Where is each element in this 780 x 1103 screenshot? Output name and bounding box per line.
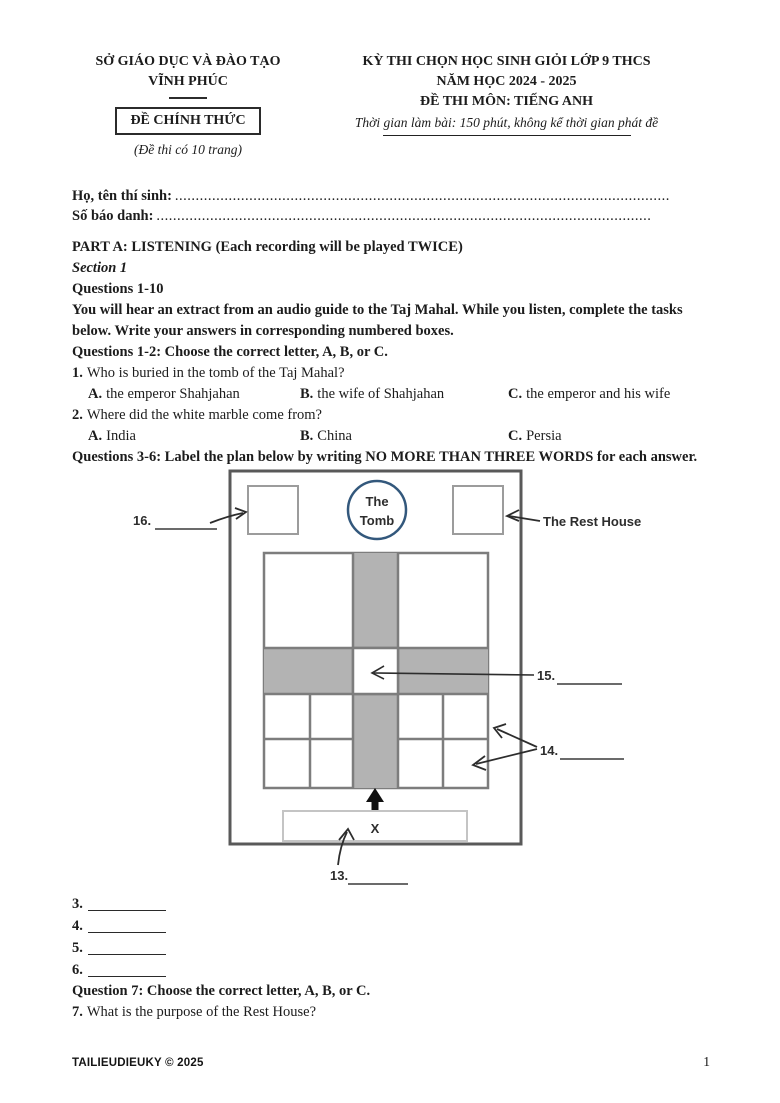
label-15: 15. — [537, 668, 556, 683]
exam-subject: ĐỀ THI MÔN: TIẾNG ANH — [420, 94, 593, 109]
school-year: NĂM HỌC 2024 - 2025 — [436, 74, 577, 89]
question-2-option-a — [88, 426, 300, 447]
option-letter: C. — [508, 428, 523, 444]
issuing-department: SỞ GIÁO DỤC VÀ ĐÀO TẠO — [95, 54, 281, 69]
option-letter: B. — [300, 428, 314, 444]
question-1-text: Who is buried in the tomb of the Taj Mahal? — [86, 365, 345, 381]
answer-blank-row — [72, 893, 709, 915]
option-text: the wife of Shahjahan — [317, 386, 445, 402]
page-count-note: (Đề thi có 10 trang) — [134, 142, 242, 157]
path-strip-top — [353, 553, 398, 648]
document-header — [72, 52, 709, 160]
option-text: India — [106, 428, 136, 444]
candidate-id-dotted-line: ........................................................................................................................ — [156, 208, 652, 224]
label-16: 16. — [133, 513, 152, 528]
question-7-heading: Question 7: Choose the correct letter, A, B, or C. — [72, 983, 371, 999]
question-1-option-b — [300, 384, 508, 405]
tomb-label-line1: The — [365, 494, 389, 509]
candidate-name-row — [72, 186, 670, 206]
option-letter: A. — [88, 428, 103, 444]
candidate-id-row — [72, 206, 652, 226]
question-7-number: 7. — [72, 1004, 83, 1020]
candidate-name-label: Họ, tên thí sinh: — [72, 188, 172, 204]
page-number: 1 — [703, 1054, 710, 1069]
questions-1-2-heading: Questions 1-2: Choose the correct letter, A, B, or C. — [72, 344, 388, 360]
answer-blank-line — [88, 918, 166, 933]
listening-intro: You will hear an extract from an audio guide to the Taj Mahal. While you listen, complete the tasks below. Write your answers in corresponding numbered boxes. — [72, 302, 683, 339]
rest-house-square — [453, 486, 503, 534]
answer-blank-row — [72, 959, 709, 981]
part-a-title: PART A: LISTENING (Each recording will be played TWICE) — [72, 239, 463, 255]
exam-title: KỲ THI CHỌN HỌC SINH GIỎI LỚP 9 THCS — [362, 54, 651, 69]
question-2-options — [72, 426, 709, 447]
tomb-label-line2: Tomb — [359, 513, 395, 528]
question-1-option-c — [508, 384, 670, 405]
question-7-text: What is the purpose of the Rest House? — [86, 1004, 317, 1020]
label-13: 13. — [330, 868, 349, 883]
candidate-info — [72, 186, 709, 226]
question-1-option-a — [88, 384, 300, 405]
answer-blank-line — [88, 940, 166, 955]
path-strip-right — [398, 648, 488, 694]
option-letter: C. — [508, 386, 523, 402]
tomb-circle — [348, 481, 406, 539]
candidate-name-dotted-line: ........................................................................................................................ — [174, 188, 670, 204]
questions-3-6-heading: Questions 3-6: Label the plan below by writing NO MORE THAN THREE WORDS for each answer. — [72, 449, 698, 465]
option-text: Persia — [526, 428, 562, 444]
option-letter: B. — [300, 386, 314, 402]
question-1 — [72, 363, 709, 384]
header-left-block — [72, 52, 304, 160]
rest-house-label: The Rest House — [543, 514, 642, 529]
footer-brand: TAILIEUDIEUKY © 2025 — [72, 1057, 204, 1069]
question-1-number: 1. — [72, 365, 83, 381]
header-right-block — [304, 52, 709, 136]
taj-mahal-plan-diagram — [110, 468, 670, 893]
questions-range-label: Questions 1-10 — [72, 281, 164, 297]
question-1-options — [72, 384, 709, 405]
answer-blank-row — [72, 915, 709, 937]
province-name: VĨNH PHÚC — [148, 74, 228, 89]
option-text: China — [317, 428, 352, 444]
time-note-underline — [383, 135, 631, 136]
path-strip-left — [264, 648, 353, 694]
answer-blank-line — [88, 962, 166, 977]
blank-number: 5. — [72, 940, 83, 956]
page-footer — [72, 1054, 710, 1070]
label-14: 14. — [540, 743, 559, 758]
path-strip-bottom — [353, 694, 398, 788]
question-2-option-c — [508, 426, 562, 447]
time-allowed-note: Thời gian làm bài: 150 phút, không kể thời gian phát đề — [354, 115, 659, 130]
official-exam-label: ĐỀ CHÍNH THỨC — [130, 113, 246, 128]
header-divider-line — [169, 97, 207, 99]
answer-blanks-3-6 — [72, 893, 709, 981]
option-letter: A. — [88, 386, 103, 402]
candidate-id-label: Số báo danh: — [72, 208, 154, 224]
question-2-number: 2. — [72, 407, 83, 423]
official-exam-box — [115, 107, 260, 135]
section-label: Section 1 — [72, 260, 128, 276]
taj-mahal-plan-figure — [110, 468, 709, 893]
left-corner-building-square — [248, 486, 298, 534]
answer-blank-line — [88, 896, 166, 911]
answer-blank-row — [72, 937, 709, 959]
entrance-x-marker: X — [370, 821, 380, 836]
option-text: the emperor Shahjahan — [106, 386, 240, 402]
question-2-option-b — [300, 426, 508, 447]
option-text: the emperor and his wife — [526, 386, 671, 402]
question-7 — [72, 1002, 709, 1023]
question-2-text: Where did the white marble come from? — [86, 407, 322, 423]
blank-number: 3. — [72, 896, 83, 912]
blank-number: 4. — [72, 918, 83, 934]
question-2 — [72, 405, 709, 426]
blank-number: 6. — [72, 962, 83, 978]
